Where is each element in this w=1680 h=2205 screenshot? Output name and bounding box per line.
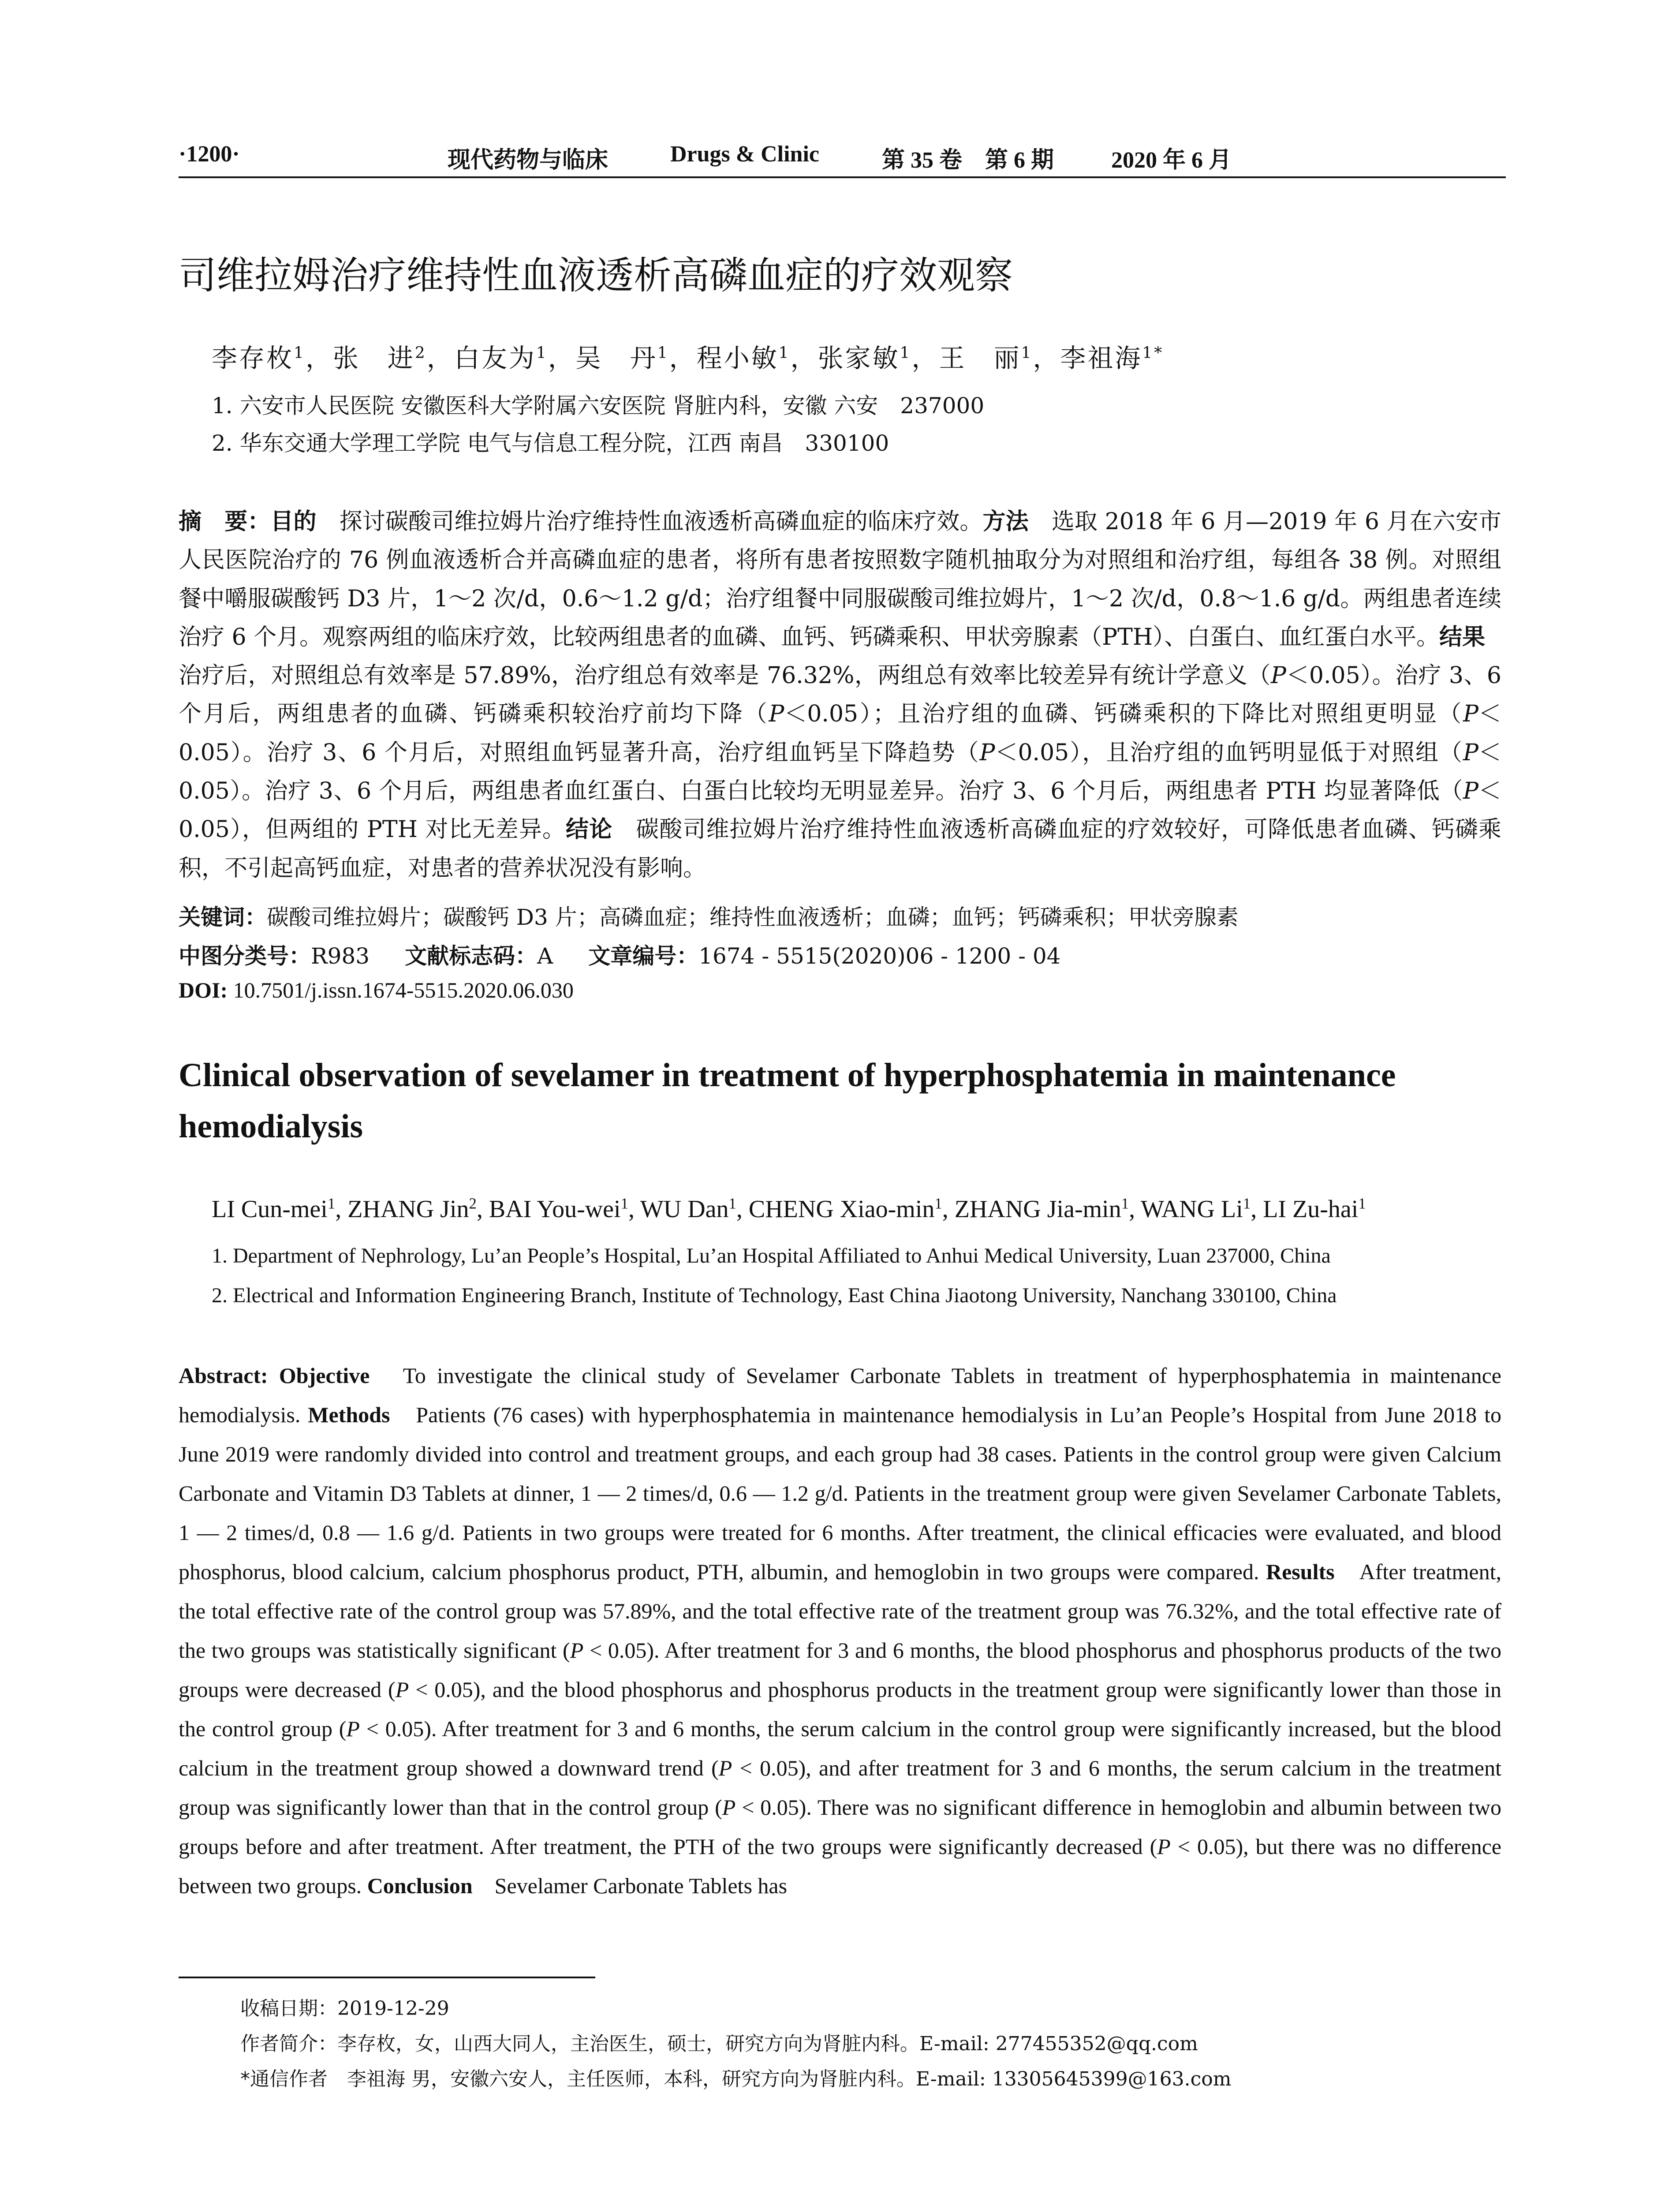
doi-label: DOI:	[179, 978, 228, 1002]
author-cn: 李存枚	[212, 343, 294, 373]
keywords-text: 碳酸司维拉姆片；碳酸钙 D3 片；高磷血症；维持性血液透析；血磷；血钙；钙磷乘积；甲状旁腺素	[267, 904, 1239, 930]
title-cn: 司维拉姆治疗维持性血液透析高磷血症的疗效观察	[179, 254, 1013, 298]
methods-en-label: Methods	[308, 1402, 390, 1427]
author-cn: 李祖海	[1060, 343, 1142, 373]
author-cn: 王 丽	[939, 343, 1021, 373]
authors-en: LI Cun-mei$^1$, ZHANG Jin$^2$, BAI You-wei$^1$, WU Dan$^1$, CHENG Xiao-$\min^1$, ZHANG Jia-$\min^1$, WANG Li$^1$, LI Zu-hai$^1$	[212, 1195, 1366, 1223]
abstract-cn: 摘 要：目的 探讨碳酸司维拉姆片治疗维持性血液透析高磷血症的临床疗效。方法 选取 2018 年 6 月—2019 年 6 月在六安市人民医院治疗的 76 例血液透析合并高磷血症的患者，将所有患者按照数字随机抽取分为对照组和治疗组，每组各 38 例。对照组餐中嚼服碳酸钙 D3 片，1～2 次/d，0.6～1.2 g/d；治疗组餐中同服碳酸司维拉姆片，1～2 次/d，0.8～1.6 g/d。两组患者连续治疗 6 个月。观察两组的临床疗效，比较两组患者的血磷、血钙、钙磷乘积、甲状旁腺素（PTH）、白蛋白、血红蛋白水平。结果 治疗后，对照组总有效率是 57.89%，治疗组总有效率是 76.32%，两组总有效率比较差异有统计学意义（P＜0.05）。治疗 3、6 个月后，两组患者的血磷、钙磷乘积较治疗前均下降（P＜0.05）；且治疗组的血磷、钙磷乘积的下降比对照组更明显（P＜0.05）。治疗 3、6 个月后，对照组血钙显著升高，治疗组血钙呈下降趋势（P＜0.05），且治疗组的血钙明显低于对照组（P＜0.05）。治疗 3、6 个月后，两组患者血红蛋白、白蛋白比较均无明显差异。治疗 3、6 个月后，两组患者 PTH 均显著降低（P＜0.05），但两组的 PTH 对比无差异。结论 碳酸司维拉姆片治疗维持性血液透析高磷血症的疗效较好，可降低患者血磷、钙磷乘积，不引起高钙血症，对患者的营养状况没有影响。	[179, 508, 1508, 882]
authors-cn: 李存枚$^1$，张 进$^2$，白友为$^1$，吴 丹$^1$，程小敏$^1$，张家敏$^1$，王 丽$^1$，李祖海$^{1*}$	[212, 343, 1164, 373]
keywords-label: 关键词：	[179, 904, 267, 930]
results-en-label: Results	[1266, 1559, 1335, 1584]
keywords-cn	[179, 900, 1501, 931]
objective-en-label: Objective	[268, 1363, 370, 1388]
issue-info: 第 35 卷 第 6 期	[882, 148, 1054, 173]
conclusion-en-label: Conclusion	[367, 1873, 473, 1898]
abstract-en: Abstract: Objective To investigate the clinical study of Sevelamer Carbonate Tablets in treatment of hyperphosphatemia in maintenance hemodialysis. Methods Patients (76 cases) with hyperphosphatemia in maintenance hemodialysis in Lu’an People’s Hospital from June 2018 to June 2019 were randomly divided into control and treatment groups, and each group had 38 cases. Patients in the control group were given Calcium Carbonate and Vitamin D3 Tablets at dinner, 1 — 2 times/d, 0.6 — 1.2 g/d. Patients in the treatment group were given Sevelamer Carbonate Tablets, 1 — 2 times/d, 0.8 — 1.6 g/d. Patients in two groups were treated for 6 months. After treatment, the clinical efficacies were evaluated, and blood phosphorus, blood calcium, calcium phosphorus product, PTH, albumin, and hemoglobin in two groups were compared. Results After treatment, the total effective rate of the control group was 57.89%, and the total effective rate of the treatment group was 76.32%, and the total effective rate of the two groups was statistically significant (P < 0.05). After treatment for 3 and 6 months, the blood phosphorus and phosphorus products of the two groups were decreased (P < 0.05), and the blood phosphorus and phosphorus products in the treatment group were significantly lower than those in the control group (P < 0.05). After treatment for 3 and 6 months, the serum calcium in the control group were significantly increased, but the blood calcium in the treatment group showed a downward trend (P < 0.05), and after treatment for 3 and 6 months, the serum calcium in the treatment group was significantly lower than that in the control group (P < 0.05). There was no significant difference in hemoglobin and albumin between two groups before and after treatment. After treatment, the PTH of the two groups were significantly decreased (P < 0.05), but there was no difference between two groups. Conclusion Sevelamer Carbonate Tablets has	[179, 1363, 1501, 1898]
footnote-corresponding: *通信作者 李祖海 男，安徽六安人，主任医师，本科，研究方向为肾脏内科。E-mail: 13305645399@163.com	[240, 2068, 1232, 2090]
running-header	[179, 141, 1501, 176]
doi-line	[179, 977, 1501, 1003]
footnote-rule	[179, 1977, 595, 1978]
footnote-received: 收稿日期：2019-12-29	[240, 1997, 449, 2020]
doc-code: A	[537, 943, 553, 969]
author-cn: 程小敏	[696, 343, 779, 373]
abstract-label: 摘 要：	[179, 508, 271, 535]
abstract-en-label: Abstract:	[179, 1363, 268, 1388]
author-cn: 张家敏	[818, 343, 900, 373]
results-label: 结果	[1439, 624, 1486, 650]
affiliation-cn-1: 1. 六安市人民医院 安徽医科大学附属六安医院 肾脏内科，安徽 六安 237000	[212, 393, 985, 419]
author-cn: 白友为	[454, 343, 536, 373]
author-cn: 张 进	[332, 343, 415, 373]
conclusion-label: 结论	[566, 816, 613, 843]
affiliation-cn-2: 2. 华东交通大学理工学院 电气与信息工程分院，江西 南昌 330100	[212, 430, 889, 456]
affiliation-en-2: 2. Electrical and Information Engineering Branch, Institute of Technology, East China Jiaotong University, Nanchang 330100, China	[212, 1284, 1337, 1307]
affiliation-en-1: 1. Department of Nephrology, Lu’an People’s Hospital, Lu’an Hospital Affiliated to Anhui Medical University, Luan 237000, China	[212, 1244, 1331, 1267]
methods-label: 方法	[982, 508, 1029, 535]
journal-name-en: Drugs & Clinic	[670, 142, 819, 167]
footnote-author: 作者简介：李存枚，女，山西大同人，主治医生，硕士，研究方向为肾脏内科。E-mail: 277455352@qq.com	[240, 2033, 1198, 2055]
header-rule	[179, 176, 1506, 178]
doi-value: 10.7501/j.issn.1674-5515.2020.06.030	[228, 978, 574, 1002]
article-number: 1674 - 5515(2020)06 - 1200 - 04	[698, 943, 1061, 969]
issue-date: 2020 年 6 月	[1111, 148, 1232, 173]
clc-number: R983	[311, 943, 370, 969]
page-number: ·1200·	[179, 142, 240, 167]
title-en: Clinical observation of sevelamer in treatment of hyperphosphatemia in maintenance hemodialysis	[179, 1057, 1396, 1145]
classification-line: 中图分类号：R983 文献标志码：A 文章编号：1674 - 5515(2020)06 - 1200 - 04	[179, 943, 1061, 969]
journal-name-cn: 现代药物与临床	[448, 147, 609, 173]
objective-label: 目的	[270, 508, 317, 535]
author-cn: 吴 丹	[575, 343, 657, 373]
